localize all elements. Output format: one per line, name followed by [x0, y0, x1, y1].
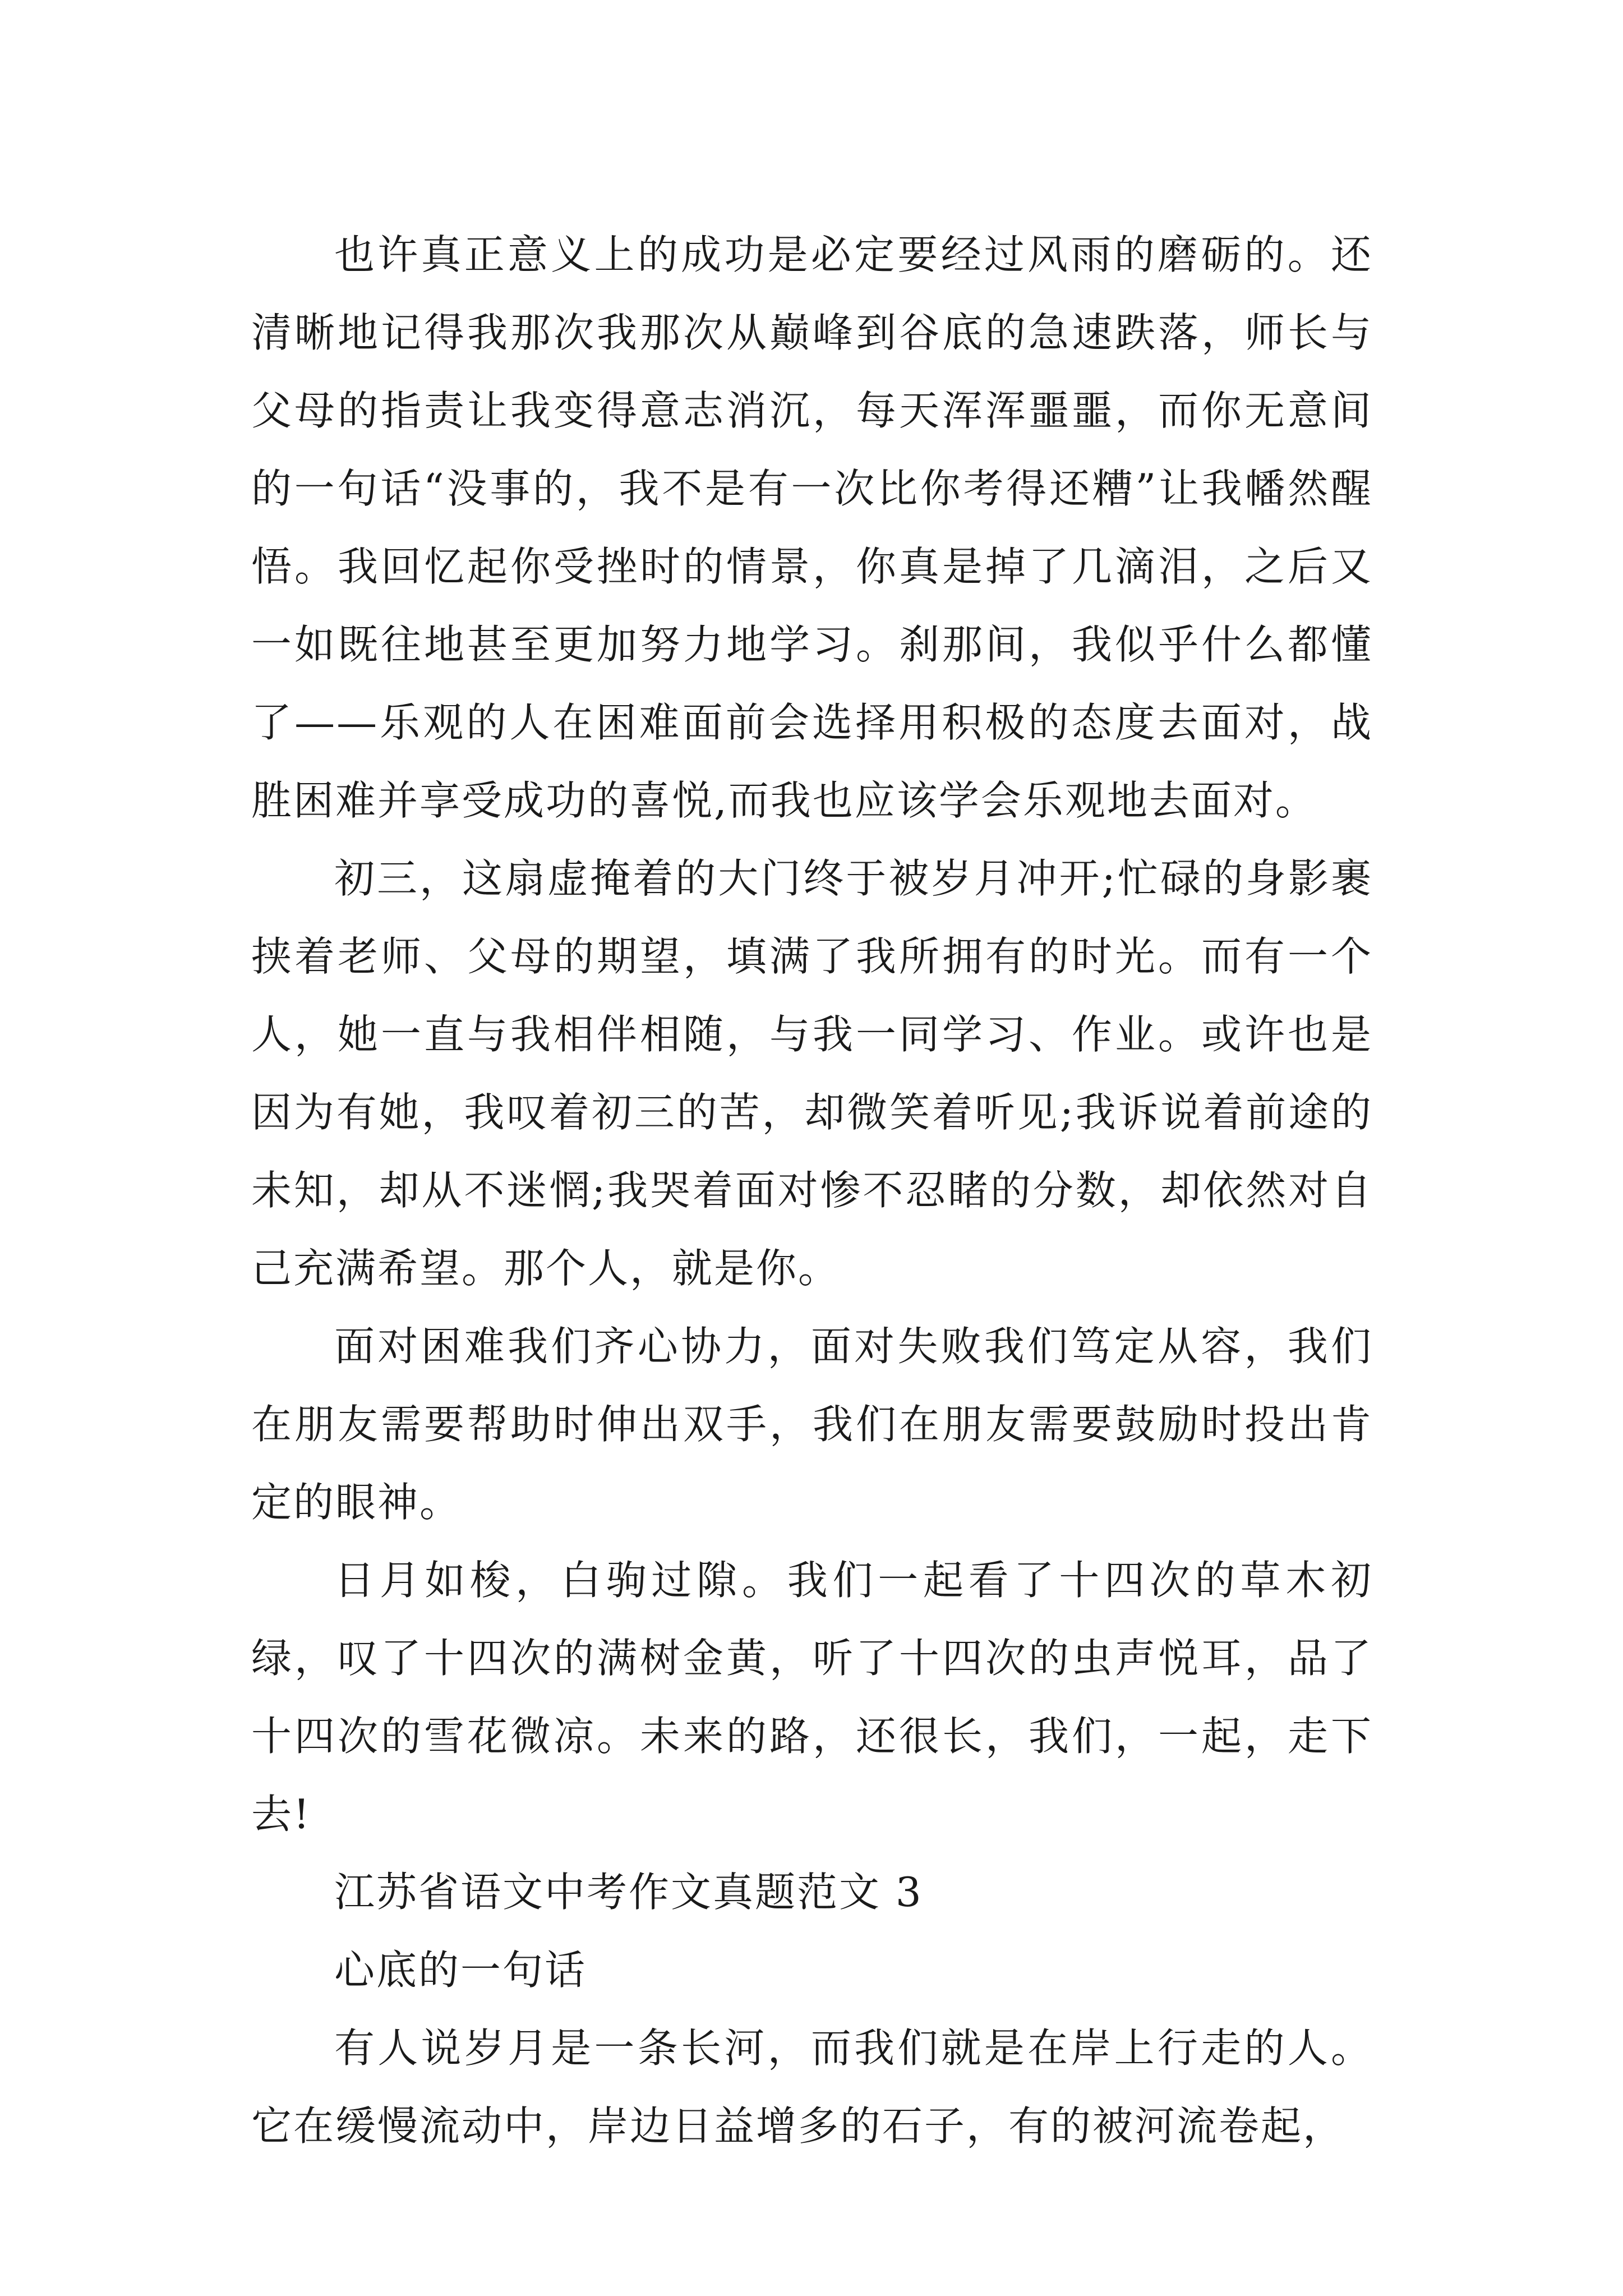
paragraph-grade-three: 初三，这扇虚掩着的大门终于被岁月冲开;忙碌的身影裹挟着老师、父母的期望，填满了我所拥有的时光。而有一个人，她一直与我相伴相随，与我一同学习、作业。或许也是因为有她，我叹着初三的苦，却微笑着听见;我诉说着前途的未知，却从不迷惘;我哭着面对惨不忍睹的分数，却依然对自己充满希望。那个人，就是你。: [251, 855, 1373, 1292]
paragraph-together: 面对困难我们齐心协力，面对失败我们笃定从容，我们在朋友需要帮助时伸出双手，我们在朋友需要鼓励时投出肯定的眼神。: [251, 1323, 1373, 1526]
essay-title: 心底的一句话: [334, 1947, 587, 1994]
paragraph-success: 也许真正意义上的成功是必定要经过风雨的磨砺的。还清晰地记得我那次我那次从巅峰到谷底的急速跌落，师长与父母的指责让我变得意志消沉，每天浑浑噩噩，而你无意间的一句话“没事的，我不是有一次比你考得还糟”让我幡然醒悟。我回忆起你受挫时的情景，你真是掉了几滴泪，之后又一如既往地甚至更加努力地学习。刹那间，我似乎什么都懂了——乐观的人在困难面前会选择用积极的态度去面对，战胜困难并享受成功的喜悦,而我也应该学会乐观地去面对。: [251, 231, 1373, 824]
section-title: 江苏省语文中考作文真题范文 3: [334, 1869, 923, 1916]
paragraph-river: 有人说岁月是一条长河，而我们就是在岸上行走的人。它在缓慢流动中，岸边日益增多的石子，有的被河流卷起，: [251, 2024, 1373, 2150]
document-body: [251, 216, 1373, 2165]
paragraph-time-flies: 日月如梭，白驹过隙。我们一起看了十四次的草木初绿，叹了十四次的满树金黄，听了十四次的虫声悦耳，品了十四次的雪花微凉。未来的路，还很长，我们，一起，走下去!: [251, 1557, 1373, 1838]
